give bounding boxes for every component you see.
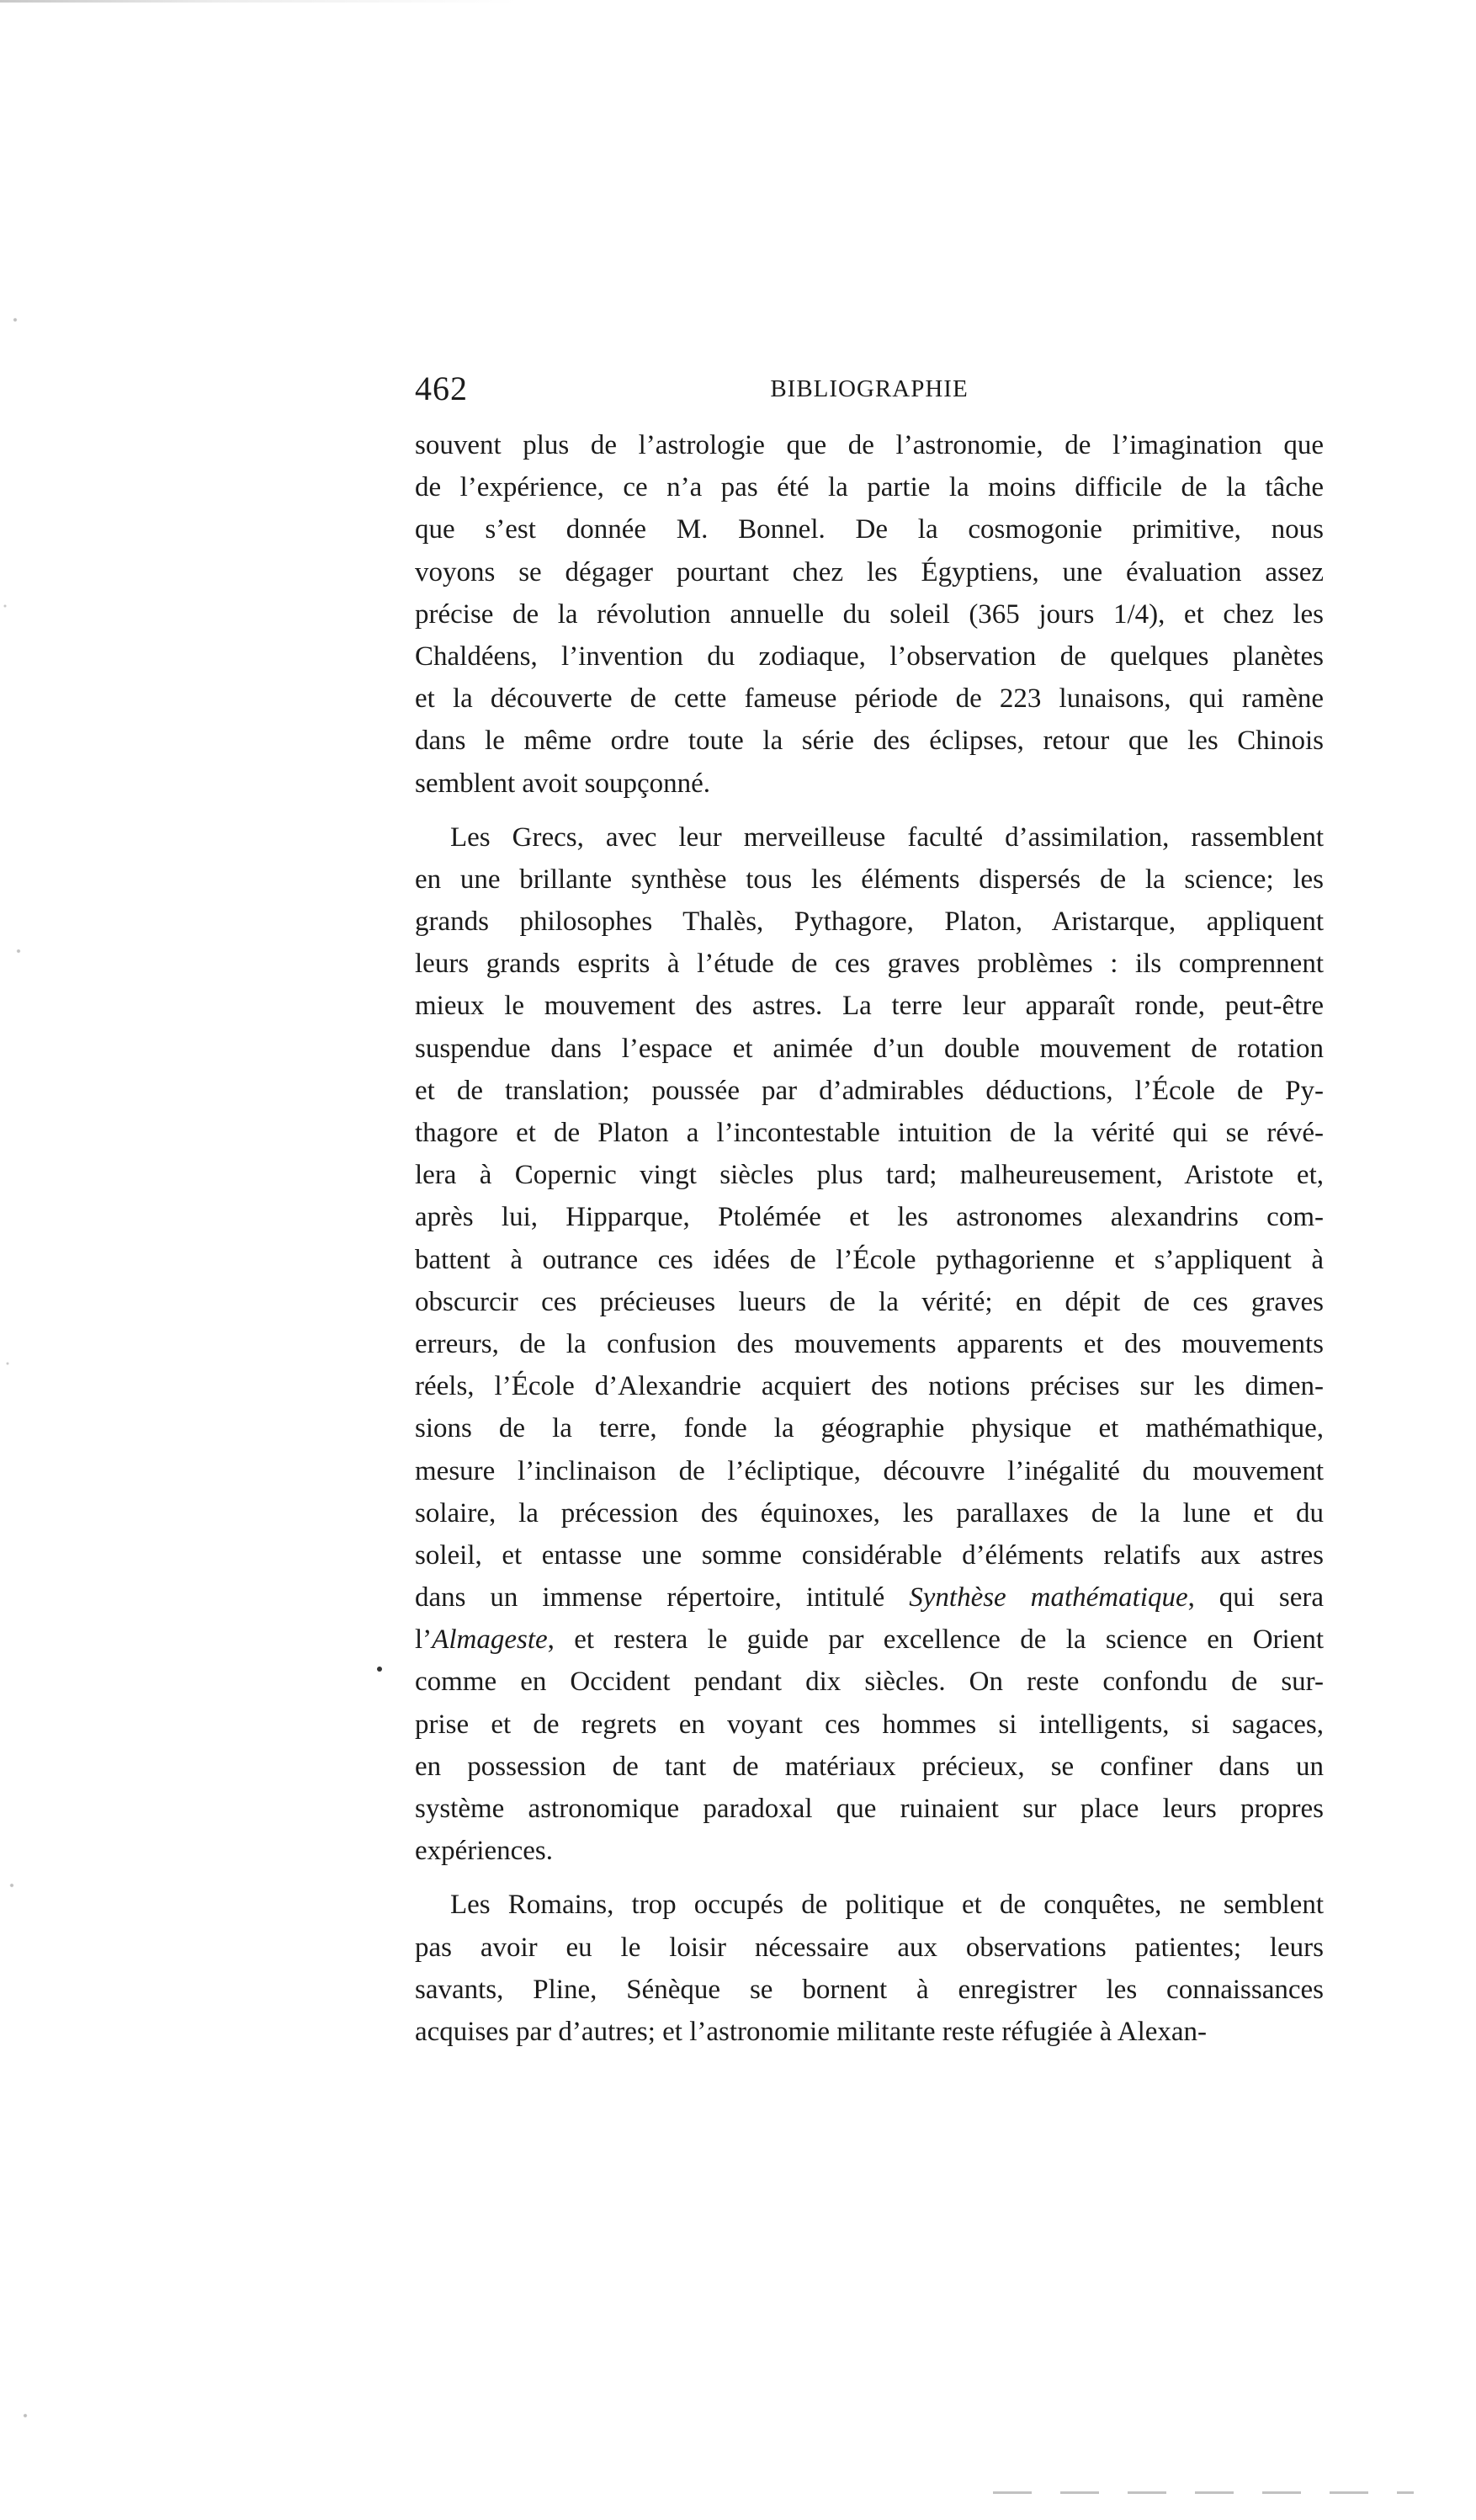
running-title: BIBLIOGRAPHIE <box>770 375 969 402</box>
text-line: leurs grands esprits à l’étude de ces graves problèmes : ils comprennent <box>415 949 1324 980</box>
text-line: Chaldéens, l’invention du zodiaque, l’observation de quelques planètes <box>415 641 1324 672</box>
text-line: Les Grecs, avec leur merveilleuse faculté d’assimilation, rassemblent <box>450 821 1324 853</box>
text-line: souvent plus de l’astrologie que de l’astronomie, de l’imagination que <box>415 430 1324 460</box>
text-line: précise de la révolution annuelle du soleil (365 jours 1/4), et chez les <box>415 598 1324 630</box>
text-line: l’Almageste, et restera le guide par excellence de la science en Orient <box>415 1624 1324 1656</box>
text-line: obscurcir ces précieuses lueurs de la vérité; en dépit de ces graves <box>415 1286 1324 1317</box>
scan-top-edge <box>0 0 1476 3</box>
text-line: comme en Occident pendant dix siècles. On reste confondu de sur- <box>415 1667 1324 1698</box>
text-line: Les Romains, trop occupés de politique et de conquêtes, ne semblent <box>450 1890 1324 1921</box>
text-line: système astronomique paradoxal que ruinaient sur place leurs propres <box>415 1794 1324 1824</box>
margin-ink-dot <box>377 1667 382 1672</box>
text-line: mesure l’inclinaison de l’écliptique, découvre l’inégalité du mouvement <box>415 1455 1324 1486</box>
paragraph-gap <box>415 805 1324 816</box>
bottom-scan-marks <box>993 2491 1414 2494</box>
text-line: pas avoir eu le loisir nécessaire aux observations patientes; leurs <box>415 1932 1324 1963</box>
paragraph <box>415 1884 1324 2053</box>
text-line: semblent avoit soupçonné. <box>415 768 711 799</box>
page-number: 462 <box>415 369 468 407</box>
text-line: suspendue dans l’espace et animée d’un double mouvement de rotation <box>415 1033 1324 1064</box>
text-line: mieux le mouvement des astres. La terre leur apparaît ronde, peut-être <box>415 991 1324 1022</box>
paragraph <box>415 816 1324 1873</box>
text-line: réels, l’École d’Alexandrie acquiert des notions précises sur les dimen- <box>415 1371 1324 1402</box>
text-line: après lui, Hipparque, Ptolémée et les astronomes alexandrins com- <box>415 1202 1324 1233</box>
text-line: en une brillante synthèse tous les éléments dispersés de la science; les <box>415 864 1324 895</box>
text-line: en possession de tant de matériaux précieux, se confiner dans un <box>415 1751 1324 1782</box>
text-line: que s’est donnée M. Bonnel. De la cosmogonie primitive, nous <box>415 514 1324 545</box>
text-line: savants, Pline, Sénèque se bornent à enregistrer les connaissances <box>415 1974 1324 2005</box>
text-line: dans un immense répertoire, intitulé Synthèse mathématique, qui sera <box>415 1582 1324 1614</box>
text-line: soleil, et entasse une somme considérable d’éléments relatifs aux astres <box>415 1539 1324 1571</box>
body-text <box>415 424 1324 2053</box>
text-line: acquises par d’autres; et l’astronomie militante reste réfugiée à Alexan- <box>415 2016 1208 2047</box>
text-line: solaire, la précession des équinoxes, les parallaxes de la lune et du <box>415 1497 1324 1528</box>
scan-speckles <box>0 0 59 2520</box>
text-line: thagore et de Platon a l’incontestable intuition de la vérité qui se révé- <box>415 1118 1324 1148</box>
text-line: sions de la terre, fonde la géographie physique et mathémathique, <box>415 1413 1324 1444</box>
paragraph-gap <box>415 1872 1324 1884</box>
text-line: et de translation; poussée par d’admirables déductions, l’École de Py- <box>415 1075 1324 1106</box>
text-line: de l’expérience, ce n’a pas été la partie la moins difficile de la tâche <box>415 472 1324 503</box>
text-line: et la découverte de cette fameuse période de 223 lunaisons, qui ramène <box>415 683 1324 715</box>
text-line: battent à outrance ces idées de l’École pythagorienne et s’appliquent à <box>415 1244 1324 1275</box>
text-line: lera à Copernic vingt siècles plus tard; malheureusement, Aristote et, <box>415 1160 1324 1191</box>
text-line: grands philosophes Thalès, Pythagore, Platon, Aristarque, appliquent <box>415 906 1324 938</box>
text-line: dans le même ordre toute la série des éclipses, retour que les Chinois <box>415 726 1324 757</box>
text-line: prise et de regrets en voyant ces hommes si intelligents, si sagaces, <box>415 1709 1324 1740</box>
text-line: erreurs, de la confusion des mouvements apparents et des mouvements <box>415 1328 1324 1359</box>
text-line: expériences. <box>415 1836 553 1867</box>
text-line: voyons se dégager pourtant chez les Égyptiens, une évaluation assez <box>415 556 1324 587</box>
page-header <box>415 364 1324 414</box>
paragraph <box>415 424 1324 805</box>
